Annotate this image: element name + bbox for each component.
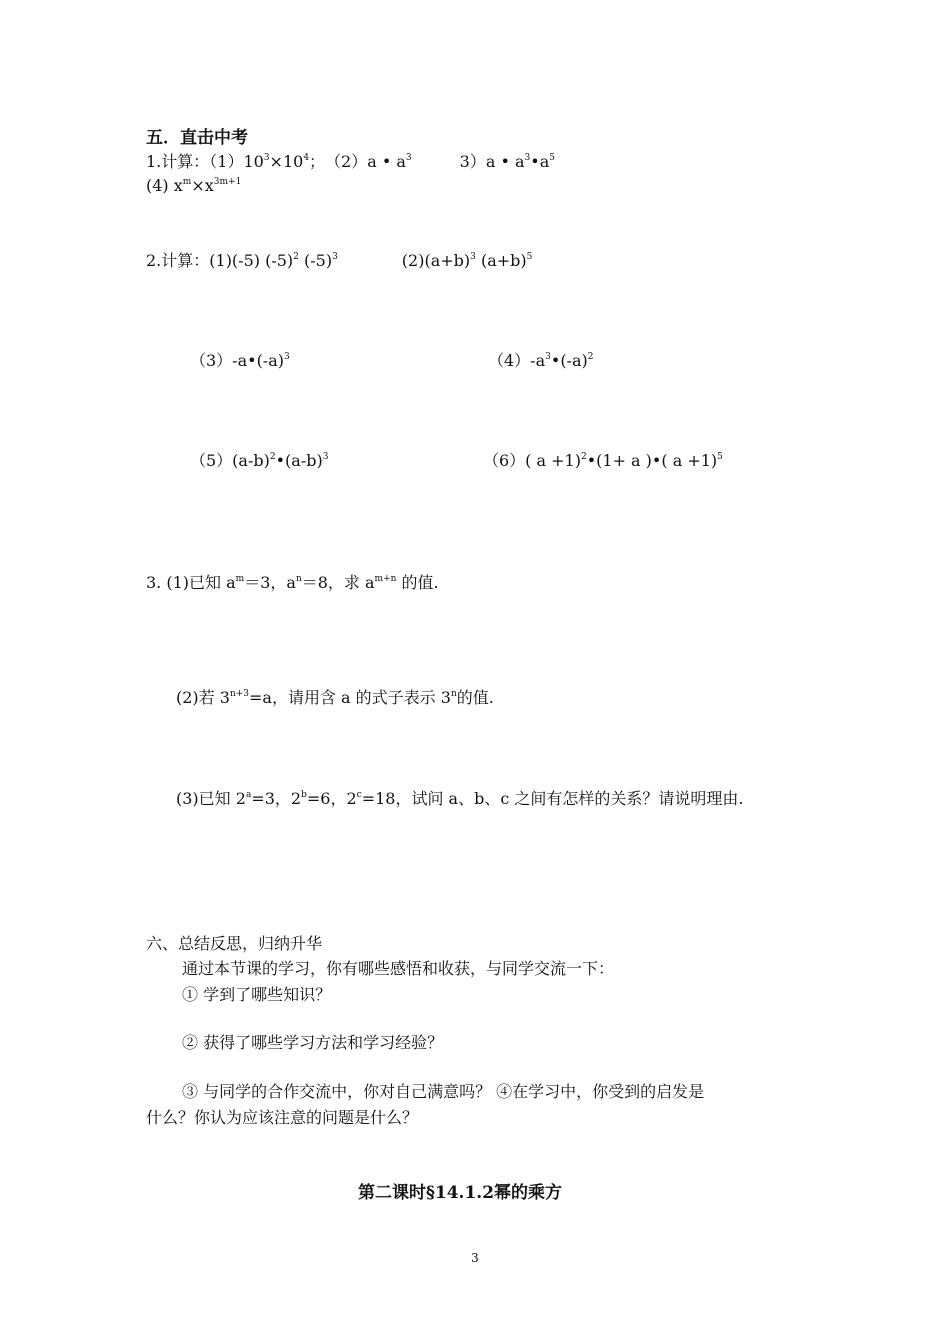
question-1-line-1 <box>146 152 555 172</box>
text-segment: (a+b) <box>475 251 527 270</box>
superscript: 3 <box>263 153 270 163</box>
text-segment: 的值. <box>396 573 439 592</box>
text-segment: =18，试问 a、b、c 之间有怎样的关系？请说明理由. <box>361 789 744 808</box>
question-2-part-5 <box>190 451 328 471</box>
question-3-part-2 <box>176 688 494 708</box>
text-segment: (2)若 3 <box>176 688 230 707</box>
text-segment: (4) x <box>146 176 183 195</box>
superscript: 5 <box>717 452 723 462</box>
text-segment: ＝3，a <box>244 573 296 592</box>
superscript: m <box>182 177 192 187</box>
text-segment: =3，2 <box>251 789 302 808</box>
superscript: 3 <box>322 452 329 462</box>
superscript: 3 <box>284 352 290 362</box>
text-segment: 的值. <box>456 688 494 707</box>
question-1-line-2 <box>146 176 241 196</box>
text-segment: •(1+ a )•( a +1) <box>586 451 718 470</box>
page-number: 3 <box>471 1251 479 1265</box>
superscript: 3 <box>524 153 531 163</box>
superscript: n <box>450 689 457 699</box>
superscript: 2 <box>293 252 299 262</box>
text-segment: ＝8，求 a <box>301 573 375 592</box>
superscript: 2 <box>580 452 587 462</box>
text-segment: •a <box>530 152 550 171</box>
question-3-part-3 <box>176 789 743 809</box>
superscript: 3 <box>545 352 551 362</box>
section-heading: 五．直击中考 <box>146 128 248 148</box>
superscript: n+3 <box>229 689 250 699</box>
text-segment: （3）-a•(-a) <box>190 351 284 370</box>
text-segment: ×10 <box>269 152 304 171</box>
superscript: 5 <box>549 153 555 163</box>
text-segment: （5）(a-b) <box>190 451 270 470</box>
text-segment: 1.计算：（1）10 <box>146 152 264 171</box>
text-segment: •(-a) <box>550 351 588 370</box>
superscript: 3m+1 <box>213 177 242 187</box>
section-heading: 六、总结反思，归纳升华 <box>146 934 323 953</box>
superscript: b <box>301 790 307 800</box>
superscript: a <box>245 790 252 800</box>
question-2-part-6 <box>483 451 723 471</box>
superscript: 3 <box>405 153 412 163</box>
next-lesson-title: 第二课时§14.1.2幂的乘方 <box>358 1183 563 1203</box>
superscript: 3 <box>470 252 476 262</box>
superscript: 2 <box>587 352 594 362</box>
summary-item-2: ② 获得了哪些学习方法和学习经验？ <box>182 1033 444 1052</box>
summary-intro: 通过本节课的学习，你有哪些感悟和收获，与同学交流一下： <box>182 959 615 978</box>
superscript: 5 <box>526 252 533 262</box>
superscript: m <box>235 574 245 584</box>
summary-item-3-continued: 什么？你认为应该注意的问题是什么？ <box>146 1108 419 1127</box>
question-2-part-3 <box>190 351 290 371</box>
text-segment: =a，请用含 a 的式子表示 3 <box>249 688 451 707</box>
text-segment: •(a-b) <box>275 451 323 470</box>
summary-item-1: ① 学到了哪些知识？ <box>182 985 332 1004</box>
text-segment: =6，2 <box>306 789 357 808</box>
text-segment: (-5) <box>298 251 333 270</box>
question-2-part-4 <box>488 351 593 371</box>
question-3-part-1 <box>146 573 439 593</box>
text-segment: (3)已知 2 <box>176 789 246 808</box>
text-segment: 3）a • a <box>411 152 525 171</box>
question-2-line-1 <box>146 251 532 271</box>
text-segment: （6）( a +1) <box>483 451 581 470</box>
superscript: 4 <box>303 153 310 163</box>
superscript: m+n <box>374 574 397 584</box>
text-segment: 2.计算：(1)(-5) (-5) <box>146 251 294 270</box>
superscript: 3 <box>332 252 338 262</box>
text-segment: (2)(a+b) <box>337 251 471 270</box>
text-segment: 3. (1)已知 a <box>146 573 236 592</box>
superscript: c <box>356 790 362 800</box>
text-segment: （4）-a <box>488 351 546 370</box>
text-segment: ； （2）a • a <box>309 152 406 171</box>
superscript: n <box>295 574 302 584</box>
summary-item-3: ③ 与同学的合作交流中，你对自己满意吗？ ④在学习中，你受到的启发是 <box>182 1082 705 1101</box>
text-segment: ×x <box>191 176 214 195</box>
superscript: 2 <box>269 452 276 462</box>
